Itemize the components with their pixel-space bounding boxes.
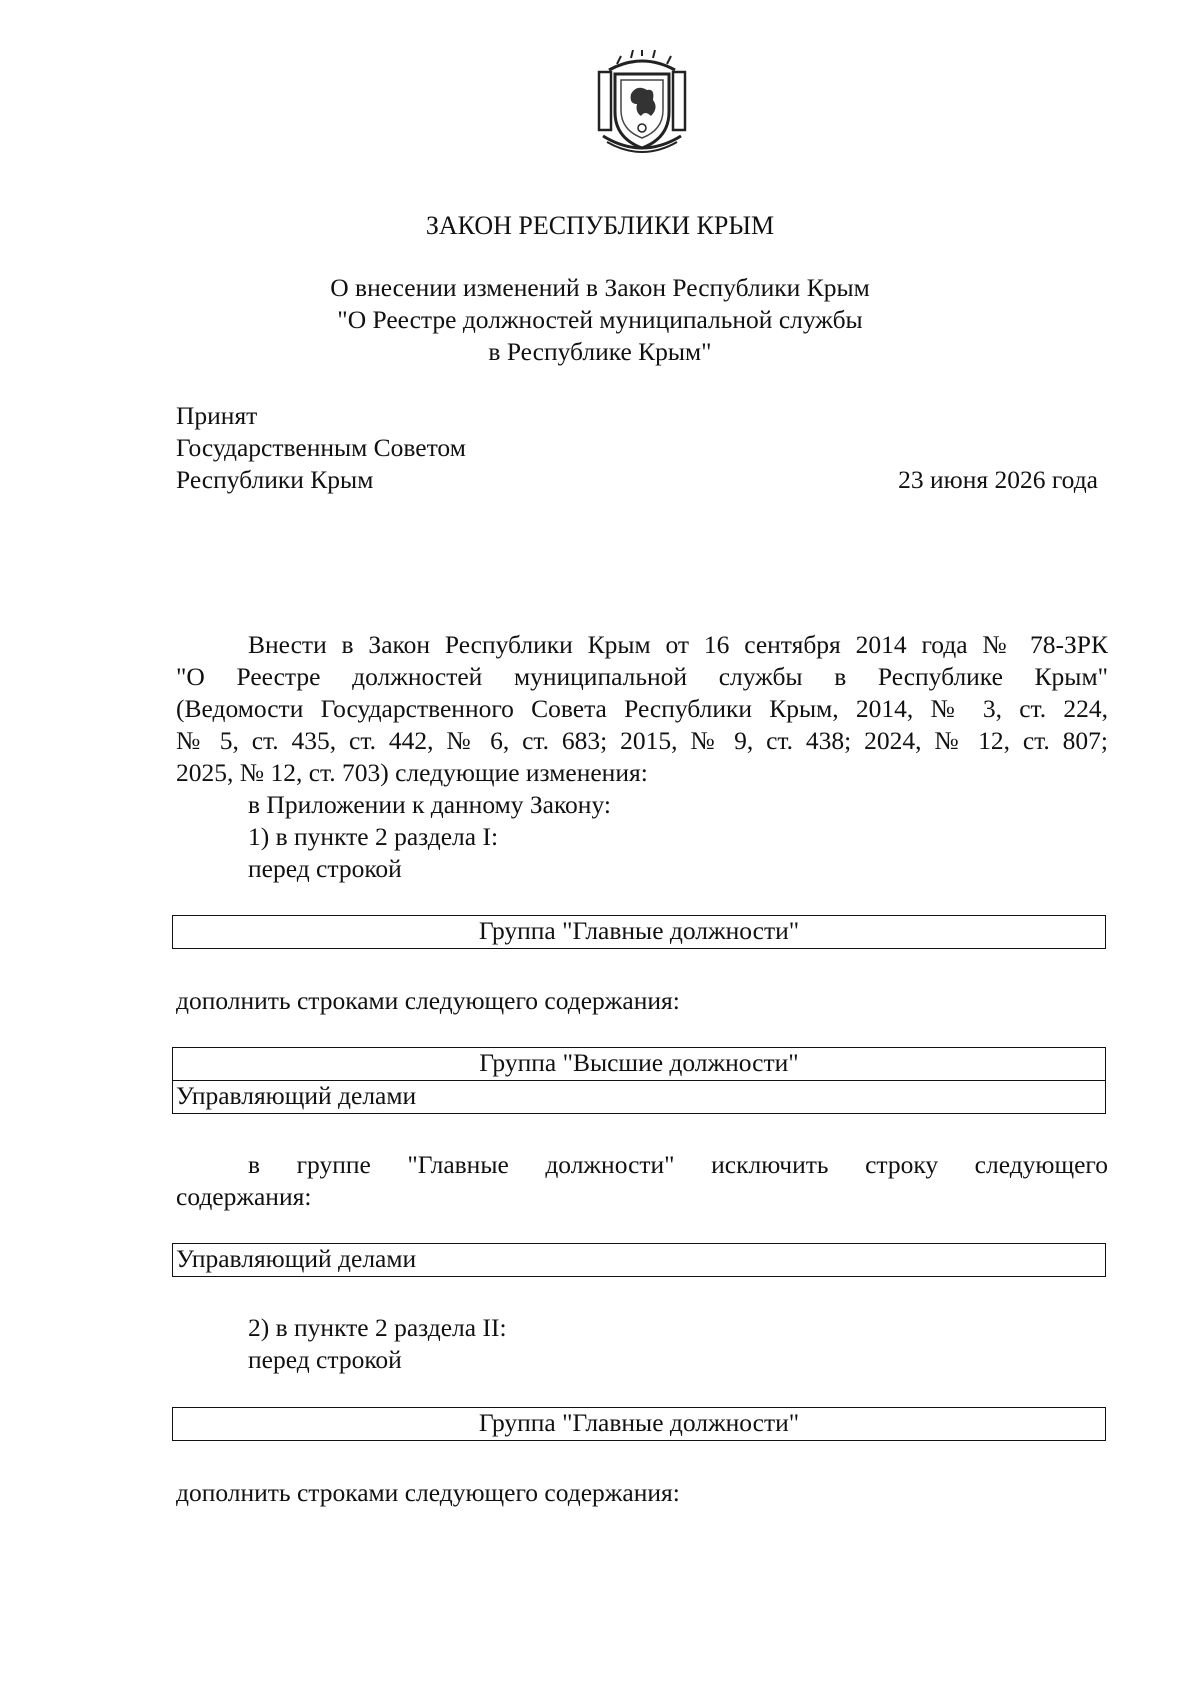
before-row-text: перед строкой (248, 854, 402, 883)
table-3 (172, 1243, 1106, 1277)
exclude-line-2: содержания: (176, 1182, 312, 1211)
item-2: 2) в пункте 2 раздела II: (248, 1313, 507, 1342)
adoption-date: 23 июня 2026 года (898, 465, 1098, 494)
appendix-line: в Приложении к данному Закону: (248, 790, 611, 819)
intro-paragraph (176, 629, 1108, 789)
paragraph-line: (Ведомости Государственного Совета Республики Крым, 2014, № 3, ст. 224, (176, 694, 1108, 723)
before-row-text: перед строкой (248, 1345, 402, 1374)
subtitle-line: О внесении изменений в Закон Республики Крым (330, 273, 870, 302)
exclude-line: в группе "Главные должности" исключить строку следующего (248, 1150, 1108, 1179)
add-rows-text: дополнить строками следующего содержания: (176, 986, 680, 1015)
law-subtitle (0, 272, 1200, 368)
adoption-line: Принят (176, 401, 258, 430)
table-cell: Группа "Высшие должности" (479, 1048, 799, 1077)
paragraph-line: Внести в Закон Республики Крым от 16 сентября 2014 года № 78-ЗРК (248, 630, 1108, 659)
crimea-coat-of-arms-icon (597, 50, 687, 156)
table-cell: Группа "Главные должности" (478, 916, 800, 945)
add-rows-text: дополнить строками следующего содержания: (176, 1478, 680, 1507)
paragraph-line: 2025, № 12, ст. 703) следующие изменения: (176, 758, 648, 787)
table-cell: Управляющий делами (173, 1080, 1105, 1113)
table-cell: Управляющий делами (176, 1244, 417, 1273)
subtitle-line: "О Реестре должностей муниципальной службы (337, 305, 863, 334)
paragraph-line: № 5, ст. 435, ст. 442, № 6, ст. 683; 2015, № 9, ст. 438; 2024, № 12, ст. 807; (176, 726, 1108, 755)
table-4 (172, 1407, 1106, 1441)
table-1 (172, 915, 1106, 949)
document-title: ЗАКОН РЕСПУБЛИКИ КРЫМ (425, 211, 775, 240)
adoption-block (176, 400, 466, 496)
table-cell: Группа "Главные должности" (478, 1408, 800, 1437)
paragraph-line: "О Реестре должностей муниципальной службы в Республике Крым" (176, 662, 1108, 691)
item-1: 1) в пункте 2 раздела I: (248, 822, 499, 851)
subtitle-line: в Республике Крым" (488, 337, 712, 366)
table-2 (172, 1047, 1106, 1114)
adoption-line: Республики Крым (176, 465, 374, 494)
adoption-line: Государственным Советом (176, 433, 466, 462)
